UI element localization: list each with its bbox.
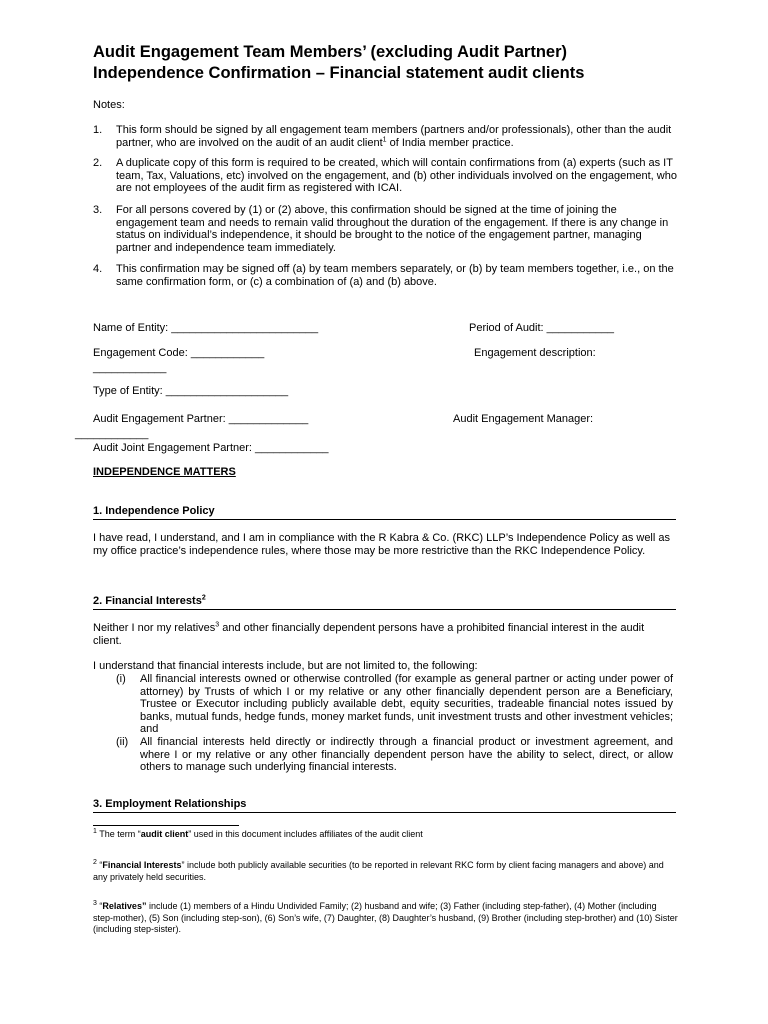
audit-engagement-manager-line[interactable]: ____________ bbox=[75, 428, 149, 440]
notes-label: Notes: bbox=[93, 99, 125, 111]
audit-joint-engagement-partner-field[interactable]: Audit Joint Engagement Partner: ____________ bbox=[93, 442, 329, 454]
financial-para-2: I understand that financial interests include, but are not limited to, the following: bbox=[93, 660, 478, 672]
section-heading-policy: 1. Independence Policy bbox=[93, 505, 215, 517]
title-line-1: Audit Engagement Team Members’ (excluding Audit Partner) bbox=[93, 43, 567, 61]
name-of-entity-field[interactable]: Name of Entity: ________________________ bbox=[93, 322, 319, 334]
financial-para-1: Neither I nor my relatives$^3$ and other financially dependent persons have a prohibited financial interest in the audit client. bbox=[93, 621, 645, 647]
section-divider bbox=[93, 519, 676, 520]
period-of-audit-field[interactable]: Period of Audit: ___________ bbox=[469, 322, 614, 334]
type-of-entity-field[interactable]: Type of Entity: ____________________ bbox=[93, 385, 289, 397]
engagement-description-line[interactable]: ____________ bbox=[93, 362, 167, 374]
section-divider bbox=[93, 812, 676, 813]
audit-engagement-manager-field[interactable]: Audit Engagement Manager: bbox=[453, 413, 594, 425]
section-heading-financial: 2. Financial Interests$^2$ bbox=[93, 594, 206, 607]
financial-item: (ii) All financial interests held directly or indirectly through a financial product or investment agreement, and where I or my relative or any other financially dependent person have the ability to select, direct, or allow others to manage such underlying financial interests. bbox=[116, 736, 673, 774]
footnote-separator bbox=[93, 825, 239, 826]
note-item: 4. This confirmation may be signed off (a) by team members separately, or (b) by team members together, i.e., on the same confirmation form, or (c) a combination of (a) and (b) above. bbox=[93, 263, 674, 288]
note-item: 2. A duplicate copy of this form is required to be created, which will contain confirmations from (a) experts (such as IT team, Tax, Valuations, etc) involved on the engagement, and (b) other individuals involved on the engagement, who are not employees of the audit firm as registered with ICAI. bbox=[93, 157, 677, 195]
footnote: $^3$ “Relatives” include (1) members of a Hindu Undivided Family; (2) husband and wife; (3) Father (including step-father), (4) Mother (including step-mother), (5) Son (including step-son), (6) Son’s wife, (7) Daughter, (8) Daughter’s husband, (9) Brother (including step-brother) and (10) Sister (including step-sister). bbox=[93, 900, 678, 934]
engagement-code-field[interactable]: Engagement Code: ____________ bbox=[93, 347, 265, 359]
document-title bbox=[93, 42, 713, 84]
footnote: $^2$ “Financial Interests” include both publicly available securities (to be reported in relevant RKC form by client facing managers and above) and any privately held securities. bbox=[93, 859, 664, 882]
engagement-description-field[interactable]: Engagement description: bbox=[474, 347, 596, 359]
independence-matters-heading: INDEPENDENCE MATTERS bbox=[93, 466, 236, 478]
footnote: $^1$ The term “audit client” used in this document includes affiliates of the audit client bbox=[93, 828, 423, 839]
note-item: 3. For all persons covered by (1) or (2) above, this confirmation should be signed at the time of joining the engagement team and needs to remain valid throughout the duration of the engagement. If there is any change in status on individual’s independence, it should be brought to the notice of the engagement partner, managing partner and independence team immediately. bbox=[93, 204, 669, 254]
audit-engagement-partner-field[interactable]: Audit Engagement Partner: _____________ bbox=[93, 413, 309, 425]
section-heading-employment: 3. Employment Relationships bbox=[93, 798, 247, 810]
title-line-2: Independence Confirmation – Financial statement audit clients bbox=[93, 64, 585, 82]
policy-text: I have read, I understand, and I am in compliance with the R Kabra & Co. (RKC) LLP’s Independence Policy as well as my office practice’s independence rules, where those may be more restrictive than the RKC Independence Policy. bbox=[93, 532, 670, 557]
section-divider bbox=[93, 609, 676, 610]
note-item: 1. This form should be signed by all engagement team members (partners and/or professionals), other than the audit partner, who are involved on the audit of an audit client$^1$ of India member practice. bbox=[93, 124, 672, 149]
financial-item: (i) All financial interests owned or otherwise controlled (for example as general partner or acting under power of attorney) by Trusts of which I or my relative or any other financially dependent person are a Beneficiary, Trustee or Executor including publicly available debt, equity securities, tradeable financial notes issued by banks, mutual funds, hedge funds, money market funds, unit investment trusts and other investment vehicles; and bbox=[116, 673, 673, 736]
